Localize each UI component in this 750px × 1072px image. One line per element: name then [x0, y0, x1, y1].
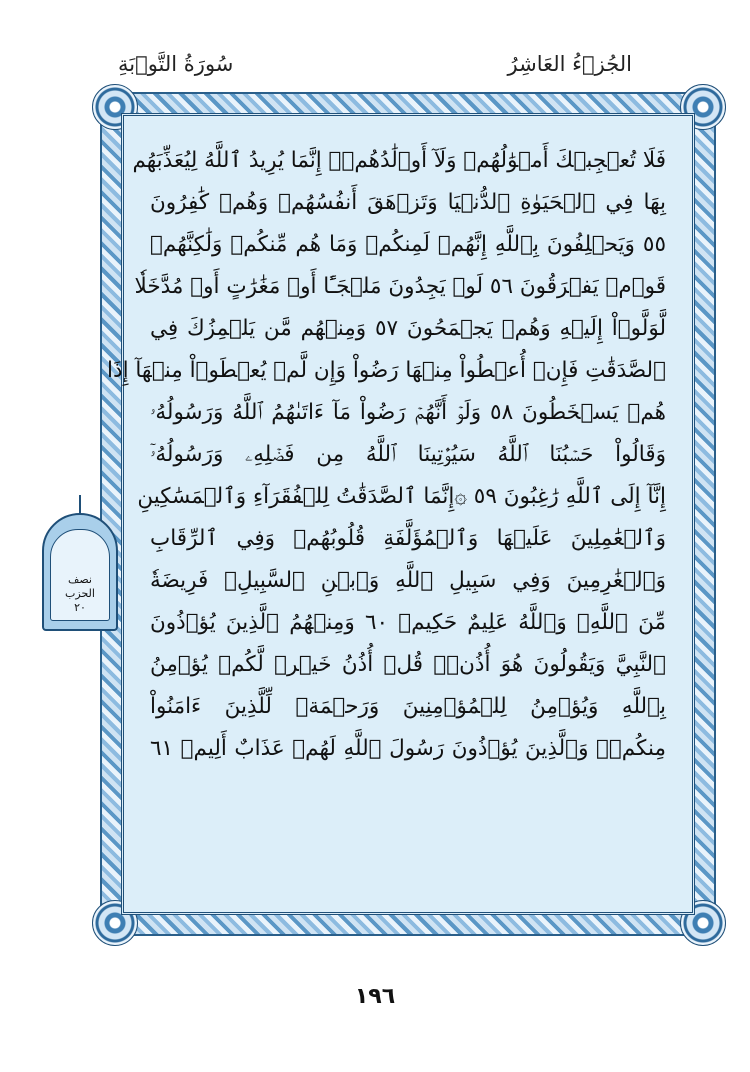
juz-header: الجُزۡءُ العَاشِرُ	[507, 52, 632, 76]
page-number: ١٩٦	[354, 984, 396, 1009]
hizb-marker	[38, 495, 122, 635]
hizb-marker-text	[50, 573, 110, 615]
hizb-label-number: ٢٠	[74, 601, 86, 614]
hizb-label-word: الحزب	[65, 587, 95, 600]
surah-header: سُورَةُ التَّوۡبَةِ	[118, 52, 234, 76]
verse-line: وَٱلۡعَٰمِلِينَ عَلَيۡهَا وَٱلۡمُؤَلَّفَةِ قُلُوبُهُمۡ وَفِي ٱلرِّقَابِ	[150, 526, 666, 551]
verse-line: ٱلصَّدَقَٰتِ فَإِنۡ أُعۡطُواْ مِنۡهَا رَضُواْ وَإِن لَّمۡ يُعۡطَوۡاْ مِنۡهَآ إِذَا	[107, 358, 666, 383]
verse-text	[107, 140, 667, 896]
verse-line: قَوۡمٞ يَفۡرَقُونَ ٥٦ لَوۡ يَجِدُونَ مَلۡجَـًٔا أَوۡ مَغَٰرَٰتٍ أَوۡ مُدَّخَلٗا	[134, 274, 666, 299]
verse-line: بِهَا فِي ٱلۡحَيَوٰةِ ٱلدُّنۡيَا وَتَزۡهَقَ أَنفُسُهُمۡ وَهُمۡ كَٰفِرُونَ	[150, 190, 666, 215]
verse-line: مِنكُمۡۚ وَٱلَّذِينَ يُؤۡذُونَ رَسُولَ ٱللَّهِ لَهُمۡ عَذَابٌ أَلِيمٞ ٦١	[150, 736, 666, 761]
verse-line: ٱلنَّبِيَّ وَيَقُولُونَ هُوَ أُذُنٞۚ قُلۡ أُذُنُ خَيۡرٖ لَّكُمۡ يُؤۡمِنُ	[150, 652, 666, 677]
verse-line: مِّنَ ٱللَّهِۗ وَٱللَّهُ عَلِيمٌ حَكِيمٞ ٦٠ وَمِنۡهُمُ ٱلَّذِينَ يُؤۡذُونَ	[150, 610, 667, 635]
hizb-label-fraction: نصف	[68, 573, 92, 586]
verse-line: هُمۡ يَسۡخَطُونَ ٥٨ وَلَوۡ أَنَّهُمۡ رَضُواْ مَآ ءَاتَىٰهُمُ ٱللَّهُ وَرَسُولُهُۥ	[150, 400, 666, 425]
verse-line: فَلَا تُعۡجِبۡكَ أَمۡوَٰلُهُمۡ وَلَآ أَوۡلَٰدُهُمۡۚ إِنَّمَا يُرِيدُ ٱللَّهُ لِيُعَذِّبَهُم	[132, 148, 666, 173]
verse-line: وَٱلۡغَٰرِمِينَ وَفِي سَبِيلِ ٱللَّهِ وَٱبۡنِ ٱلسَّبِيلِۖ فَرِيضَةٗ	[150, 568, 666, 593]
verse-line: بِٱللَّهِ وَيُؤۡمِنُ لِلۡمُؤۡمِنِينَ وَرَحۡمَةٞ لِّلَّذِينَ ءَامَنُواْ	[150, 694, 666, 719]
verse-line: لَّوَلَّوۡاْ إِلَيۡهِ وَهُمۡ يَجۡمَحُونَ ٥٧ وَمِنۡهُم مَّن يَلۡمِزُكَ فِي	[150, 316, 666, 341]
verse-line: ٥٥ وَيَحۡلِفُونَ بِٱللَّهِ إِنَّهُمۡ لَمِنكُمۡ وَمَا هُم مِّنكُمۡ وَلَٰكِنَّهُمۡ	[150, 232, 666, 257]
verse-line: وَقَالُواْ حَسۡبُنَا ٱللَّهُ سَيُؤۡتِينَا ٱللَّهُ مِن فَضۡلِهِۦ وَرَسُولُهُۥٓ	[150, 442, 666, 467]
verse-line: إِنَّآ إِلَى ٱللَّهِ رَٰغِبُونَ ٥٩ ۞إِنَّمَا ٱلصَّدَقَٰتُ لِلۡفُقَرَآءِ وَٱلۡمَسَٰكِينِ	[137, 484, 666, 509]
